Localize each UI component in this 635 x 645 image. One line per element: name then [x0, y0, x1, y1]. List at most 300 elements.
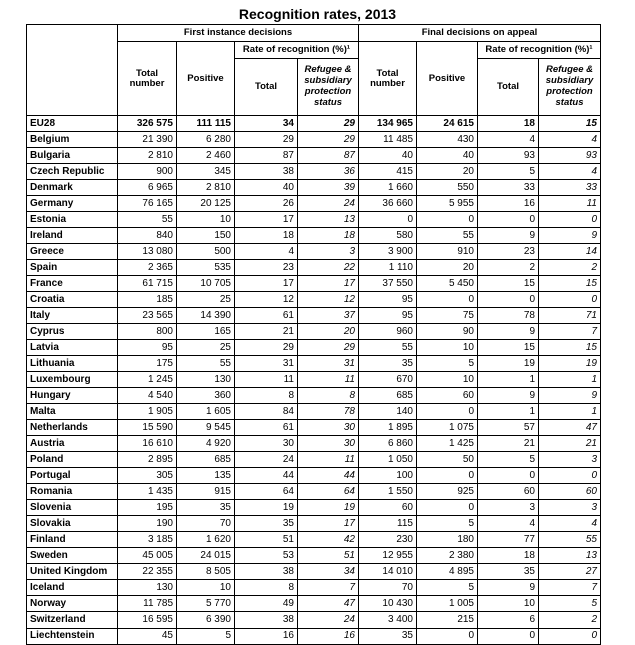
- table-row: [27, 324, 601, 340]
- fa-total-number: 11 485: [359, 132, 417, 148]
- first-instance-header: First instance decisions: [118, 25, 359, 42]
- fa-positive: 550: [417, 180, 478, 196]
- fa-refugee-rate: 4: [539, 516, 601, 532]
- fa-total-rate: 1: [478, 404, 539, 420]
- fa-positive: 215: [417, 612, 478, 628]
- fi-refugee-rate: 47: [298, 596, 359, 612]
- fi-refugee-rate: 11: [298, 452, 359, 468]
- fi-refugee-rate: 37: [298, 308, 359, 324]
- fi-total-number: 195: [118, 500, 177, 516]
- fa-refugee-rate: 9: [539, 228, 601, 244]
- fi-positive: 25: [177, 292, 235, 308]
- fa-refugee-rate: 5: [539, 596, 601, 612]
- table-row: [27, 356, 601, 372]
- fi-positive: 500: [177, 244, 235, 260]
- fi-total-number: 840: [118, 228, 177, 244]
- fi-refugee-rate: 19: [298, 500, 359, 516]
- fi-total-rate: 38: [235, 164, 298, 180]
- fa-total-rate: 9: [478, 580, 539, 596]
- fi-positive: 10: [177, 212, 235, 228]
- fa-refugee-rate: 33: [539, 180, 601, 196]
- fa-positive: 0: [417, 404, 478, 420]
- fi-refugee-rate: 51: [298, 548, 359, 564]
- fa-positive: 90: [417, 324, 478, 340]
- country-name: Netherlands: [27, 420, 118, 436]
- fi-total-number: 2 810: [118, 148, 177, 164]
- fa-total-number: 37 550: [359, 276, 417, 292]
- fi-total-number: 16 595: [118, 612, 177, 628]
- fi-refugee-rate: 39: [298, 180, 359, 196]
- country-name: Finland: [27, 532, 118, 548]
- fi-positive: 2 460: [177, 148, 235, 164]
- fa-total-rate: 0: [478, 212, 539, 228]
- table-row: [27, 452, 601, 468]
- fi-total-rate: 40: [235, 180, 298, 196]
- fi-total-number: 1 905: [118, 404, 177, 420]
- fi-refugee-rate: 29: [298, 340, 359, 356]
- table-row: [27, 420, 601, 436]
- fi-positive: 1 605: [177, 404, 235, 420]
- fi-rate-header: Rate of recognition (%)¹: [235, 42, 359, 59]
- fa-refugee-rate: 1: [539, 372, 601, 388]
- country-name: Norway: [27, 596, 118, 612]
- fi-total-rate: 19: [235, 500, 298, 516]
- fa-refugee-rate: 21: [539, 436, 601, 452]
- table-row: [27, 148, 601, 164]
- fi-total-rate: 21: [235, 324, 298, 340]
- fi-total-number: 190: [118, 516, 177, 532]
- fi-total-number: 900: [118, 164, 177, 180]
- country-name: Slovenia: [27, 500, 118, 516]
- fa-total-number: 134 965: [359, 116, 417, 132]
- fa-positive: 925: [417, 484, 478, 500]
- fa-total-rate: 21: [478, 436, 539, 452]
- fi-refugee-rate: 12: [298, 292, 359, 308]
- fi-refugee-rate: 30: [298, 436, 359, 452]
- fa-rate-header: Rate of recognition (%)¹: [478, 42, 601, 59]
- fi-refugee-rate: 87: [298, 148, 359, 164]
- fa-refugee-rate: 0: [539, 212, 601, 228]
- fi-positive: 345: [177, 164, 235, 180]
- fa-total-rate: 0: [478, 292, 539, 308]
- fa-total-number: 35: [359, 356, 417, 372]
- fa-total-rate: 15: [478, 276, 539, 292]
- table-row: [27, 340, 601, 356]
- table-row: [27, 548, 601, 564]
- fi-total-rate: 24: [235, 452, 298, 468]
- fi-total-number: 15 590: [118, 420, 177, 436]
- country-name: Italy: [27, 308, 118, 324]
- fi-total-rate: 11: [235, 372, 298, 388]
- fa-refugee-rate: 7: [539, 580, 601, 596]
- fi-total-number: 2 895: [118, 452, 177, 468]
- fa-refugee-rate: 0: [539, 292, 601, 308]
- fa-positive: 5: [417, 516, 478, 532]
- fa-positive: 20: [417, 260, 478, 276]
- fa-total-rate: 18: [478, 548, 539, 564]
- fi-refugee-rate: 18: [298, 228, 359, 244]
- fa-total-rate: 4: [478, 516, 539, 532]
- fa-refugee-rate: 3: [539, 500, 601, 516]
- country-name: Bulgaria: [27, 148, 118, 164]
- fi-total-number: 800: [118, 324, 177, 340]
- fa-positive: 180: [417, 532, 478, 548]
- fa-refugee-rate: 0: [539, 628, 601, 644]
- fa-positive: 0: [417, 468, 478, 484]
- fa-refugee-rate: 2: [539, 612, 601, 628]
- fi-total-number: 175: [118, 356, 177, 372]
- fa-positive: 0: [417, 628, 478, 644]
- fi-total-rate: 23: [235, 260, 298, 276]
- fa-total-rate: 60: [478, 484, 539, 500]
- fa-refugee-rate: 93: [539, 148, 601, 164]
- fa-refugee-rate: 71: [539, 308, 601, 324]
- fa-total-rate: 77: [478, 532, 539, 548]
- country-name: Greece: [27, 244, 118, 260]
- fa-positive: 1 075: [417, 420, 478, 436]
- country-name: Poland: [27, 452, 118, 468]
- fa-total-number-header: Total number: [359, 42, 417, 116]
- fa-total-rate-header: Total: [478, 59, 539, 116]
- fa-total-number: 670: [359, 372, 417, 388]
- fa-refugee-rate: 60: [539, 484, 601, 500]
- country-name: Portugal: [27, 468, 118, 484]
- fi-total-number: 11 785: [118, 596, 177, 612]
- fi-positive: 5 770: [177, 596, 235, 612]
- table-row: [27, 260, 601, 276]
- fi-total-rate: 44: [235, 468, 298, 484]
- country-name: Germany: [27, 196, 118, 212]
- fa-total-number: 60: [359, 500, 417, 516]
- table-row: [27, 564, 601, 580]
- country-name: Spain: [27, 260, 118, 276]
- fi-refugee-rate: 29: [298, 116, 359, 132]
- country-name: Switzerland: [27, 612, 118, 628]
- country-name: Czech Republic: [27, 164, 118, 180]
- fa-total-rate: 23: [478, 244, 539, 260]
- fa-total-number: 12 955: [359, 548, 417, 564]
- fi-total-rate: 29: [235, 132, 298, 148]
- fi-refugee-rate: 64: [298, 484, 359, 500]
- fi-positive: 5: [177, 628, 235, 644]
- table-row: [27, 228, 601, 244]
- fi-total-number: 6 965: [118, 180, 177, 196]
- country-name: United Kingdom: [27, 564, 118, 580]
- fi-total-number: 16 610: [118, 436, 177, 452]
- fa-total-rate: 4: [478, 132, 539, 148]
- country-name: Croatia: [27, 292, 118, 308]
- fa-total-rate: 1: [478, 372, 539, 388]
- fi-positive: 70: [177, 516, 235, 532]
- fa-refugee-rate: 15: [539, 340, 601, 356]
- table-row: [27, 612, 601, 628]
- table-row: [27, 580, 601, 596]
- table-row: [27, 132, 601, 148]
- fa-total-number: 40: [359, 148, 417, 164]
- fa-refugee-rate: 47: [539, 420, 601, 436]
- fi-total-rate: 61: [235, 420, 298, 436]
- fi-positive: 1 620: [177, 532, 235, 548]
- fi-total-number: 13 080: [118, 244, 177, 260]
- fa-total-rate: 9: [478, 228, 539, 244]
- country-name: Slovakia: [27, 516, 118, 532]
- fi-total-rate: 16: [235, 628, 298, 644]
- fi-total-number: 55: [118, 212, 177, 228]
- fa-total-number: 140: [359, 404, 417, 420]
- fi-refugee-rate: 22: [298, 260, 359, 276]
- fa-refugee-rate: 9: [539, 388, 601, 404]
- country-name: Sweden: [27, 548, 118, 564]
- fa-total-rate: 35: [478, 564, 539, 580]
- fa-refugee-rate: 4: [539, 132, 601, 148]
- fa-refugee-rate: 3: [539, 452, 601, 468]
- fi-total-rate: 53: [235, 548, 298, 564]
- fi-total-number: 130: [118, 580, 177, 596]
- table-row: [27, 468, 601, 484]
- fi-refugee-rate: 11: [298, 372, 359, 388]
- table-row: [27, 292, 601, 308]
- fi-positive: 915: [177, 484, 235, 500]
- fi-total-number: 23 565: [118, 308, 177, 324]
- fa-total-number: 115: [359, 516, 417, 532]
- fa-total-number: 100: [359, 468, 417, 484]
- fa-positive: 5 955: [417, 196, 478, 212]
- fa-total-rate: 19: [478, 356, 539, 372]
- country-name: EU28: [27, 116, 118, 132]
- fi-total-number: 2 365: [118, 260, 177, 276]
- fi-refugee-rate: 42: [298, 532, 359, 548]
- fa-total-rate: 0: [478, 628, 539, 644]
- fa-total-rate: 10: [478, 596, 539, 612]
- fi-total-rate: 38: [235, 612, 298, 628]
- fi-positive: 111 115: [177, 116, 235, 132]
- fi-total-number: 45: [118, 628, 177, 644]
- fi-refugee-rate: 29: [298, 132, 359, 148]
- fa-total-rate: 57: [478, 420, 539, 436]
- fi-refugee-rate: 78: [298, 404, 359, 420]
- country-name: Belgium: [27, 132, 118, 148]
- fi-total-number: 185: [118, 292, 177, 308]
- fa-total-number: 580: [359, 228, 417, 244]
- fa-refugee-status-header: Refugee & subsidiary protection status: [539, 59, 601, 116]
- fi-total-rate-header: Total: [235, 59, 298, 116]
- fa-positive: 10: [417, 372, 478, 388]
- table-title: Recognition rates, 2013: [238, 6, 397, 22]
- fi-refugee-rate: 3: [298, 244, 359, 260]
- fi-total-rate: 38: [235, 564, 298, 580]
- table-row: [27, 164, 601, 180]
- country-name: Luxembourg: [27, 372, 118, 388]
- country-name: Ireland: [27, 228, 118, 244]
- fa-positive: 40: [417, 148, 478, 164]
- fa-positive: 5 450: [417, 276, 478, 292]
- fa-positive: 10: [417, 340, 478, 356]
- fi-positive: 10: [177, 580, 235, 596]
- fa-positive: 60: [417, 388, 478, 404]
- table-row: [27, 628, 601, 644]
- fi-total-rate: 17: [235, 212, 298, 228]
- fa-total-rate: 0: [478, 468, 539, 484]
- fi-total-rate: 12: [235, 292, 298, 308]
- table-row: [27, 404, 601, 420]
- country-name: Estonia: [27, 212, 118, 228]
- fa-total-number: 415: [359, 164, 417, 180]
- fa-total-number: 95: [359, 308, 417, 324]
- fi-positive: 20 125: [177, 196, 235, 212]
- fi-refugee-rate: 7: [298, 580, 359, 596]
- fa-total-rate: 9: [478, 388, 539, 404]
- fi-total-number: 1 435: [118, 484, 177, 500]
- fa-total-rate: 3: [478, 500, 539, 516]
- fi-positive: 35: [177, 500, 235, 516]
- fa-positive: 0: [417, 292, 478, 308]
- table-row: [27, 436, 601, 452]
- fi-total-number: 1 245: [118, 372, 177, 388]
- fi-positive: 165: [177, 324, 235, 340]
- fa-positive: 55: [417, 228, 478, 244]
- country-name: Malta: [27, 404, 118, 420]
- fi-total-rate: 64: [235, 484, 298, 500]
- recognition-table-container: [26, 24, 601, 645]
- fa-total-number: 35: [359, 628, 417, 644]
- fa-total-number: 960: [359, 324, 417, 340]
- country-name: Latvia: [27, 340, 118, 356]
- fi-total-rate: 29: [235, 340, 298, 356]
- fa-total-rate: 78: [478, 308, 539, 324]
- fi-positive: 24 015: [177, 548, 235, 564]
- fa-total-number: 36 660: [359, 196, 417, 212]
- fi-total-number: 61 715: [118, 276, 177, 292]
- fa-positive: 4 895: [417, 564, 478, 580]
- fi-total-rate: 30: [235, 436, 298, 452]
- fa-total-number: 70: [359, 580, 417, 596]
- fi-positive: 9 545: [177, 420, 235, 436]
- fi-total-rate: 17: [235, 276, 298, 292]
- fi-refugee-status-header: Refugee & subsidiary protection status: [298, 59, 359, 116]
- fa-total-rate: 9: [478, 324, 539, 340]
- fi-total-rate: 31: [235, 356, 298, 372]
- fi-total-rate: 18: [235, 228, 298, 244]
- fi-refugee-rate: 31: [298, 356, 359, 372]
- fa-refugee-rate: 13: [539, 548, 601, 564]
- fa-positive: 2 380: [417, 548, 478, 564]
- fi-total-number: 21 390: [118, 132, 177, 148]
- table-row: [27, 212, 601, 228]
- fi-refugee-rate: 44: [298, 468, 359, 484]
- fa-refugee-rate: 19: [539, 356, 601, 372]
- fi-refugee-rate: 24: [298, 612, 359, 628]
- fi-total-rate: 49: [235, 596, 298, 612]
- fa-refugee-rate: 2: [539, 260, 601, 276]
- fa-positive: 430: [417, 132, 478, 148]
- table-row: [27, 596, 601, 612]
- fa-total-number: 1 550: [359, 484, 417, 500]
- fa-refugee-rate: 55: [539, 532, 601, 548]
- fa-total-number: 1 660: [359, 180, 417, 196]
- country-name: Cyprus: [27, 324, 118, 340]
- fi-total-number: 76 165: [118, 196, 177, 212]
- fa-total-number: 1 895: [359, 420, 417, 436]
- fi-positive: 130: [177, 372, 235, 388]
- fa-positive: 0: [417, 500, 478, 516]
- fa-refugee-rate: 27: [539, 564, 601, 580]
- fa-positive: 1 005: [417, 596, 478, 612]
- fi-refugee-rate: 13: [298, 212, 359, 228]
- fa-total-number: 6 860: [359, 436, 417, 452]
- fi-positive: 4 920: [177, 436, 235, 452]
- fa-positive: 20: [417, 164, 478, 180]
- fi-refugee-rate: 17: [298, 276, 359, 292]
- fi-total-rate: 8: [235, 388, 298, 404]
- fa-total-rate: 18: [478, 116, 539, 132]
- fa-total-rate: 16: [478, 196, 539, 212]
- table-row: [27, 516, 601, 532]
- fa-total-rate: 15: [478, 340, 539, 356]
- country-name: Lithuania: [27, 356, 118, 372]
- fa-positive: 24 615: [417, 116, 478, 132]
- country-name: Denmark: [27, 180, 118, 196]
- fa-total-number: 95: [359, 292, 417, 308]
- fa-total-number: 3 400: [359, 612, 417, 628]
- table-row: [27, 388, 601, 404]
- fi-total-number: 305: [118, 468, 177, 484]
- table-row: [27, 116, 601, 132]
- country-header: [27, 25, 118, 116]
- fi-positive: 14 390: [177, 308, 235, 324]
- fi-total-rate: 34: [235, 116, 298, 132]
- fi-total-rate: 8: [235, 580, 298, 596]
- fa-refugee-rate: 1: [539, 404, 601, 420]
- country-name: Romania: [27, 484, 118, 500]
- fi-positive: 150: [177, 228, 235, 244]
- fa-refugee-rate: 15: [539, 276, 601, 292]
- country-name: Hungary: [27, 388, 118, 404]
- table-body: [27, 116, 601, 645]
- fi-total-rate: 84: [235, 404, 298, 420]
- country-name: Liechtenstein: [27, 628, 118, 644]
- fi-total-number: 95: [118, 340, 177, 356]
- fa-total-number: 1 110: [359, 260, 417, 276]
- fi-total-rate: 4: [235, 244, 298, 260]
- fa-total-rate: 33: [478, 180, 539, 196]
- fi-total-number: 22 355: [118, 564, 177, 580]
- fa-total-number: 230: [359, 532, 417, 548]
- recognition-rates-table: [26, 24, 601, 645]
- fa-positive: 50: [417, 452, 478, 468]
- fa-positive: 1 425: [417, 436, 478, 452]
- fi-refugee-rate: 16: [298, 628, 359, 644]
- fi-positive: 135: [177, 468, 235, 484]
- fi-positive: 25: [177, 340, 235, 356]
- fi-total-number-header: Total number: [118, 42, 177, 116]
- fa-total-rate: 5: [478, 452, 539, 468]
- fa-total-number: 55: [359, 340, 417, 356]
- fi-positive: 685: [177, 452, 235, 468]
- country-name: Austria: [27, 436, 118, 452]
- fi-positive: 55: [177, 356, 235, 372]
- fi-total-rate: 35: [235, 516, 298, 532]
- fa-refugee-rate: 7: [539, 324, 601, 340]
- fa-refugee-rate: 0: [539, 468, 601, 484]
- fa-total-rate: 2: [478, 260, 539, 276]
- fa-positive: 910: [417, 244, 478, 260]
- table-row: [27, 180, 601, 196]
- fi-refugee-rate: 8: [298, 388, 359, 404]
- fi-total-number: 3 185: [118, 532, 177, 548]
- fi-positive: 10 705: [177, 276, 235, 292]
- fa-total-number: 685: [359, 388, 417, 404]
- fi-positive: 360: [177, 388, 235, 404]
